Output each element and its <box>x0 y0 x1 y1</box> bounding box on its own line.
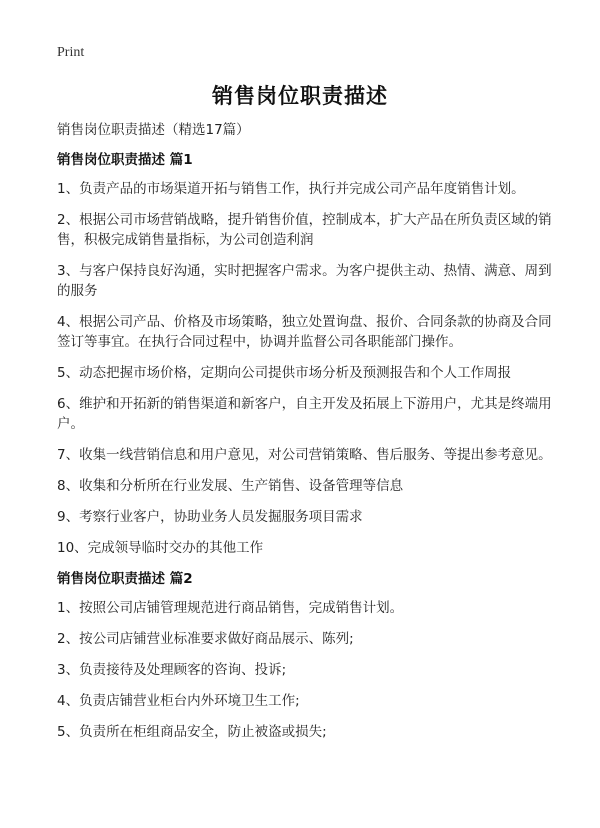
list-item: 1、按照公司店铺管理规范进行商品销售，完成销售计划。 <box>57 600 404 616</box>
section-heading: 销售岗位职责描述 篇1 <box>57 152 193 168</box>
document-title: 销售岗位职责描述 <box>212 84 388 108</box>
list-item: 1、负责产品的市场渠道开拓与销售工作，执行并完成公司产品年度销售计划。 <box>57 181 525 197</box>
list-item: 5、动态把握市场价格，定期向公司提供市场分析及预测报告和个人工作周报 <box>57 365 512 381</box>
document-subtitle: 销售岗位职责描述（精选17篇） <box>57 122 250 138</box>
print-label[interactable]: Print <box>57 45 85 60</box>
list-item: 4、根据公司产品、价格及市场策略，独立处置询盘、报价、合同条款的协商及合同签订等事宜。在执行合同过程中，协调并监督公司各职能部门操作。 <box>57 314 552 350</box>
list-item: 8、收集和分析所在行业发展、生产销售、设备管理等信息 <box>57 478 404 494</box>
list-item: 3、与客户保持良好沟通，实时把握客户需求。为客户提供主动、热情、满意、周到的服务 <box>57 263 552 299</box>
section-2 <box>57 569 557 742</box>
list-item: 4、负责店铺营业柜台内外环境卫生工作; <box>57 693 300 709</box>
section-heading: 销售岗位职责描述 篇2 <box>57 571 193 587</box>
list-item: 3、负责接待及处理顾客的咨询、投诉; <box>57 662 287 678</box>
list-item: 7、收集一线营销信息和用户意见，对公司营销策略、售后服务、等提出参考意见。 <box>57 447 552 463</box>
section-1 <box>57 150 557 558</box>
list-item: 2、根据公司市场营销战略，提升销售价值，控制成本，扩大产品在所负责区域的销售，积极完成销售量指标，为公司创造利润 <box>57 212 552 248</box>
list-item: 5、负责所在柜组商品安全，防止被盗或损失; <box>57 724 327 740</box>
list-item: 2、按公司店铺营业标准要求做好商品展示、陈列; <box>57 631 354 647</box>
document-content <box>57 120 557 753</box>
list-item: 6、维护和开拓新的销售渠道和新客户，自主开发及拓展上下游用户，尤其是终端用户。 <box>57 396 552 432</box>
list-item: 9、考察行业客户，协助业务人员发掘服务项目需求 <box>57 509 363 525</box>
list-item: 10、完成领导临时交办的其他工作 <box>57 540 264 556</box>
